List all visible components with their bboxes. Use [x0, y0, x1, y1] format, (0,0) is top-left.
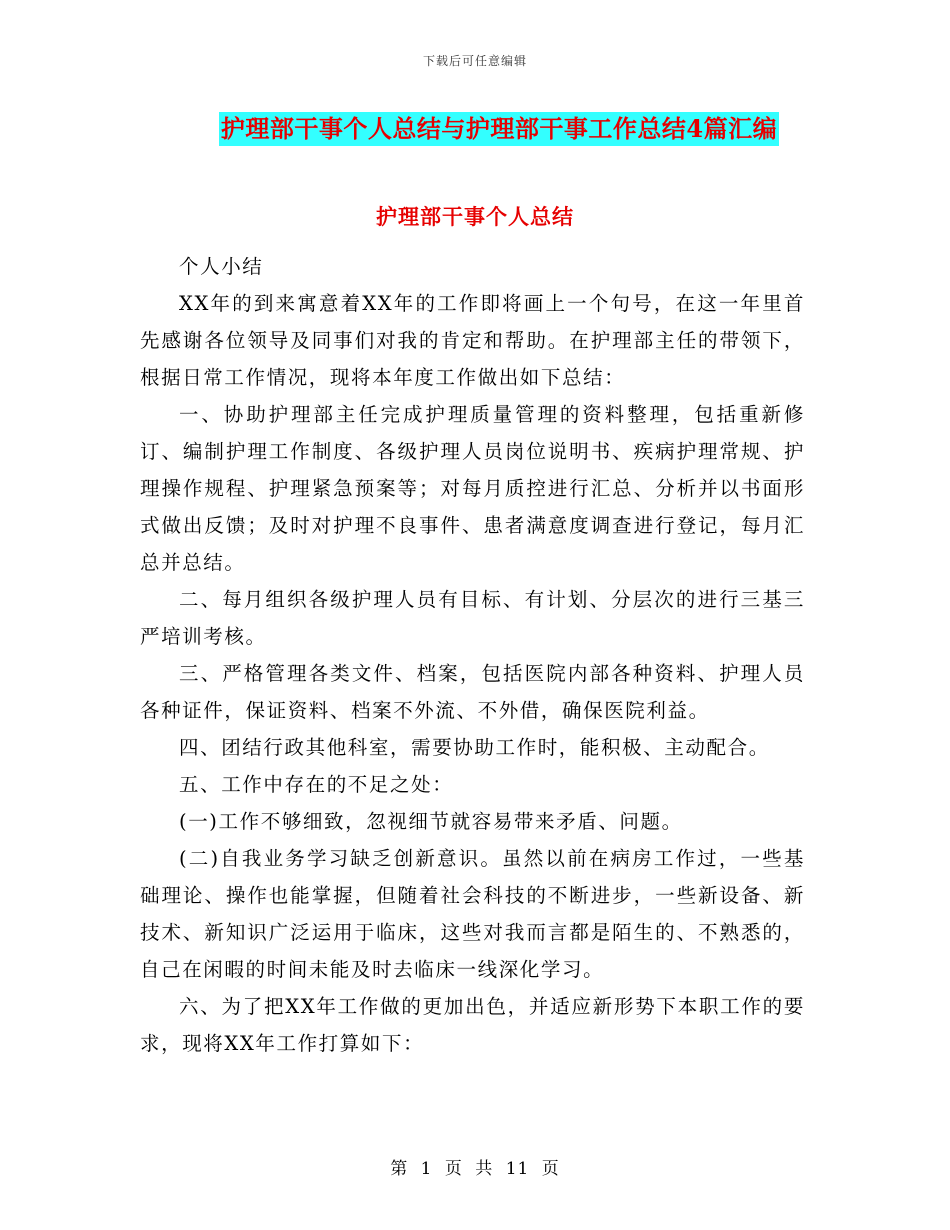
paragraph: 二、每月组织各级护理人员有目标、有计划、分层次的进行三基三严培训考核。: [140, 588, 805, 648]
paragraph: (二)自我业务学习缺乏创新意识。虽然以前在病房工作过，一些基础理论、操作也能掌握，但随着社会科技的不断进步，一些新设备、新技术、新知识广泛运用于临床，这些对我而言都是陌生的、不熟悉的，自己在闲暇的时间未能及时去临床一线深化学习。: [140, 847, 805, 981]
paragraph: 五、工作中存在的不足之处：: [179, 773, 454, 796]
main-title-container: [0, 112, 950, 146]
paragraph: 个人小结: [179, 255, 264, 278]
paragraph: (一)工作不够细致，忽视细节就容易带来矛盾、问题。: [179, 810, 683, 833]
paragraph: 六、为了把XX年工作做的更加出色，并适应新形势下本职工作的要求，现将XX年工作打算如下：: [140, 995, 805, 1055]
paragraph: 四、团结行政其他科室，需要协助工作时，能积极、主动配合。: [179, 736, 770, 759]
paragraph: XX年的到来寓意着XX年的工作即将画上一个句号，在这一年里首先感谢各位领导及同事们对我的肯定和帮助。在护理部主任的带领下，根据日常工作情况，现将本年度工作做出如下总结：: [140, 292, 805, 389]
body-content: [140, 248, 805, 1062]
header-note: 下载后可任意编辑: [422, 54, 527, 68]
paragraph: 一、协助护理部主任完成护理质量管理的资料整理，包括重新修订、编制护理工作制度、各级护理人员岗位说明书、疾病护理常规、护理操作规程、护理紧急预案等；对每月质控进行汇总、分析并以书面形式做出反馈；及时对护理不良事件、患者满意度调查进行登记，每月汇总并总结。: [140, 403, 805, 574]
main-title: 护理部干事个人总结与护理部干事工作总结4篇汇编: [219, 112, 779, 146]
page-number-footer: 第 1 页 共 11 页: [390, 1159, 560, 1179]
section-title: 护理部干事个人总结: [376, 204, 574, 229]
paragraph: 三、严格管理各类文件、档案，包括医院内部各种资料、护理人员各种证件，保证资料、档案不外流、不外借，确保医院利益。: [140, 662, 805, 722]
